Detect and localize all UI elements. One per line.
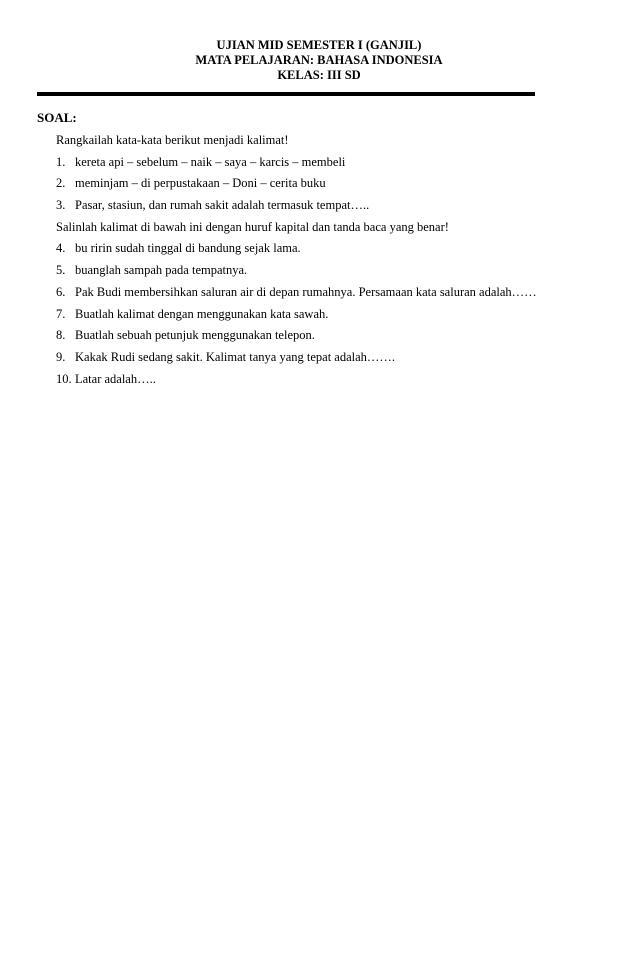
question-text: Latar adalah….. xyxy=(75,371,156,386)
question-text: bu ririn sudah tinggal di bandung sejak lama. xyxy=(75,241,301,256)
question-list xyxy=(56,130,576,390)
question-text: Pasar, stasiun, dan rumah sakit adalah termasuk tempat….. xyxy=(75,198,370,213)
question-item xyxy=(56,260,576,282)
question-item xyxy=(56,304,576,326)
subject-line: MATA PELAJARAN: BAHASA INDONESIA xyxy=(195,53,443,67)
question-number: 4. xyxy=(56,241,66,256)
question-item xyxy=(56,195,576,217)
question-item xyxy=(56,282,576,304)
question-number: 7. xyxy=(56,306,66,321)
question-number: 2. xyxy=(56,176,66,191)
exam-title: UJIAN MID SEMESTER I (GANJIL) xyxy=(216,38,422,52)
question-text: Buatlah sebuah petunjuk menggunakan telepon. xyxy=(75,328,315,343)
header-divider xyxy=(37,92,535,96)
question-item xyxy=(56,369,576,391)
question-text: meminjam – di perpustakaan – Doni – cerita buku xyxy=(75,176,326,191)
question-number: 1. xyxy=(56,154,66,169)
instruction-section-1: Rangkailah kata-kata berikut menjadi kalimat! xyxy=(56,133,289,147)
soal-heading: SOAL: xyxy=(37,110,77,125)
question-number: 8. xyxy=(56,328,66,343)
question-number: 10. xyxy=(56,371,72,386)
question-item xyxy=(56,152,576,174)
question-number: 5. xyxy=(56,263,66,278)
question-item xyxy=(56,238,576,260)
class-line: KELAS: III SD xyxy=(277,68,361,82)
question-text: Pak Budi membersihkan saluran air di depan rumahnya. Persamaan kata saluran adalah…… xyxy=(75,284,537,299)
question-text: Kakak Rudi sedang sakit. Kalimat tanya yang tepat adalah……. xyxy=(75,349,396,364)
question-text: Buatlah kalimat dengan menggunakan kata sawah. xyxy=(75,306,329,321)
question-number: 6. xyxy=(56,284,66,299)
question-item xyxy=(56,173,576,195)
instruction-section-2: Salinlah kalimat di bawah ini dengan huruf kapital dan tanda baca yang benar! xyxy=(56,219,449,234)
question-item xyxy=(56,347,576,369)
exam-header xyxy=(0,38,638,83)
question-text: kereta api – sebelum – naik – saya – karcis – membeli xyxy=(75,154,346,169)
question-number: 9. xyxy=(56,349,66,364)
question-number: 3. xyxy=(56,198,66,213)
question-text: buanglah sampah pada tempatnya. xyxy=(75,263,248,278)
question-item xyxy=(56,325,576,347)
